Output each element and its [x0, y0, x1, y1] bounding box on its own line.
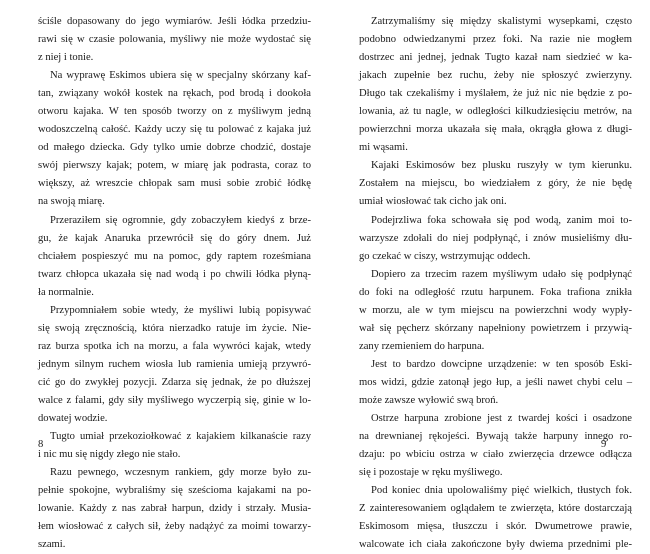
text-line: podobno odwiedzanymi przez foki. Na razie nie mogłem [359, 34, 632, 46]
left-page-text [38, 13, 311, 554]
text-line: Na wyprawę Eskimos ubiera się w specjalny skórzany kaf- [50, 70, 311, 82]
text-line: Jest to bardzo dowcipne urządzenie: w ten sposób Eski- [371, 358, 632, 370]
text-line: walcowate ich ciała zakończone były dwiema przednimi ple- [359, 539, 632, 551]
text-line: mos widzi, gdzie zatonął jego łup, a jeśli nawet chybi celu – [359, 376, 632, 388]
text-line: od małego dziecka. Gdy tylko umie dobrze chodzić, dostaje [38, 142, 311, 154]
text-line: Z zainteresowaniem oglądałem te zwierzęta, które dostarczają [359, 503, 632, 515]
text-line: ściśle dopasowany do jego wymiarów. Jeśli łódka przedziu- [38, 16, 311, 27]
text-line: chciałem pospieszyć mu na pomoc, gdy raptem roześmiana [38, 250, 311, 262]
text-line: Podejrzliwa foka schowała się pod wodą, zanim moi to- [371, 214, 632, 226]
text-line: większy, aż wreszcie chłopak sam musi sobie zrobić łódkę [38, 178, 311, 190]
text-line: warzysze zdołali do niej podpłynąć, i znów musieliśmy dłu- [359, 232, 632, 244]
text-line: tan, związany wokół kostek na rękach, pod brodą i dookoła [38, 88, 311, 100]
text-line: cić go do zwykłej pozycji. Zdarza się jednak, że po dłuższej [38, 376, 311, 388]
text-line: dowatej wodzie. [38, 413, 108, 425]
text-line: otworu kajaka. W ten sposób tworzy on z myśliwym jedną [38, 106, 311, 118]
right-page-text [359, 13, 632, 554]
text-line: umiał wiosłować tak cicho jak oni. [359, 196, 507, 208]
text-line: walce z falami, gdy siły myśliwego wyczerpią się, ginie w lo- [38, 394, 311, 406]
text-line: Tugto umiał przekoziołkować z kajakiem kilkanaście razy [50, 431, 311, 443]
text-line: wodoszczelną całość. Każdy uczy się tu polować z kajaka już [38, 124, 311, 136]
text-line: Zostałem na miejscu, bo wiedziałem z góry, że nie będę [359, 178, 632, 190]
text-line: twarz chłopca ukazała się nad wodą i po chwili łódka płyną- [38, 268, 311, 280]
text-line: swój pierwszy kajak; potem, w miarę jak podrasta, coraz to [38, 160, 311, 172]
text-line: Przypomniałem sobie wtedy, że myśliwi lubią popisywać [50, 304, 311, 316]
text-line: Dopiero za trzecim razem myśliwym udało się podpłynąć [371, 268, 632, 280]
text-line: dostrzec ani jednej, jednak Tugto kazał nam siedzieć w ka- [359, 52, 632, 64]
right-page [325, 0, 650, 551]
text-line: Zatrzymaliśmy się między skalistymi wysepkami, często [371, 16, 632, 27]
text-line: z niej i tonie. [38, 52, 94, 64]
text-line: mi wąsami. [359, 142, 408, 154]
text-line: Ostrze harpuna zrobione jest z twardej kości i osadzone [371, 413, 632, 425]
text-line: Pod koniec dnia upolowaliśmy pięć wielkich, tłustych fok. [371, 485, 632, 497]
text-line: do foki na odległość rzutu harpunem. Foka trafiona znikła [359, 286, 632, 298]
text-line: wał się pęcherz skórzany napełniony powietrzem i przywią- [359, 322, 632, 334]
text-line: ła normalnie. [38, 286, 94, 298]
page-number: 8 [38, 439, 44, 450]
text-line: go czekać w ciszy, wstrzymując oddech. [359, 250, 531, 262]
text-line: Długo tak czekaliśmy i myślałem, że już nic nie będzie z po- [359, 88, 632, 100]
text-line: Razu pewnego, wczesnym rankiem, gdy morze było zu- [50, 467, 311, 479]
text-line: jakach zupełnie bez ruchu, żeby nie spłoszyć zwierzyny. [359, 70, 632, 82]
text-line: może zawsze wyłowić swą broń. [359, 394, 499, 406]
text-line: i nic mu się nigdy złego nie stało. [38, 449, 181, 461]
text-line: się i pozostaje w ręku myśliwego. [359, 467, 503, 479]
text-line: gu, że kajak Anaruka przewrócił się do góry dnem. Już [38, 232, 311, 244]
left-page [0, 0, 325, 551]
text-line: Przeraziłem się ogromnie, gdy zobaczyłem kiedyś z brze- [50, 214, 311, 226]
text-line: Kajaki Eskimosów bez plusku ruszyły w tym kierunku. [371, 160, 632, 172]
page-number: 9 [601, 439, 607, 450]
text-line: dzaju: po wbiciu ostrza w ciało zwierzęcia drzewce odłącza [359, 449, 632, 461]
text-line: Eskimosom mięsa, tłuszczu i skór. Dwumetrowe prawie, [359, 521, 632, 533]
text-line: powierzchni morza ukazała się mała, okrągła głowa z długi- [359, 124, 632, 136]
text-line: zany rzemieniem do harpuna. [359, 340, 485, 352]
text-line: w morzu, ale w tym miejscu na powierzchni wody wypły- [359, 304, 632, 316]
text-line: raz burza spotka ich na morzu, a fala wywróci kajak, wtedy [38, 340, 311, 352]
text-line: rawi się w czasie polowania, myśliwy nie może wydostać się [38, 34, 311, 46]
text-line: szami. [38, 539, 66, 551]
text-line: na swoją miarę. [38, 196, 105, 208]
text-line: pełnie spokojne, wybraliśmy się sześcioma kajakami na po- [38, 485, 311, 497]
text-line: lowanie. Każdy z nas zabrał harpun, dzidy i strzały. Musia- [38, 503, 311, 515]
text-line: się swoją zręcznością, która nierzadko ratuje im życie. Nie- [38, 322, 311, 334]
text-line: jednym silnym ruchem wiosła lub ramienia umieją przywró- [38, 358, 311, 370]
text-line: na drewnianej rękojeści. Bywają także harpuny innego ro- [359, 431, 632, 443]
text-line: łem wiosłować z całych sił, żeby nadążyć za moimi towarzy- [38, 521, 311, 533]
text-line: lowania, aż tu nagle, w odległości kilkudziesięciu metrów, na [359, 106, 632, 118]
